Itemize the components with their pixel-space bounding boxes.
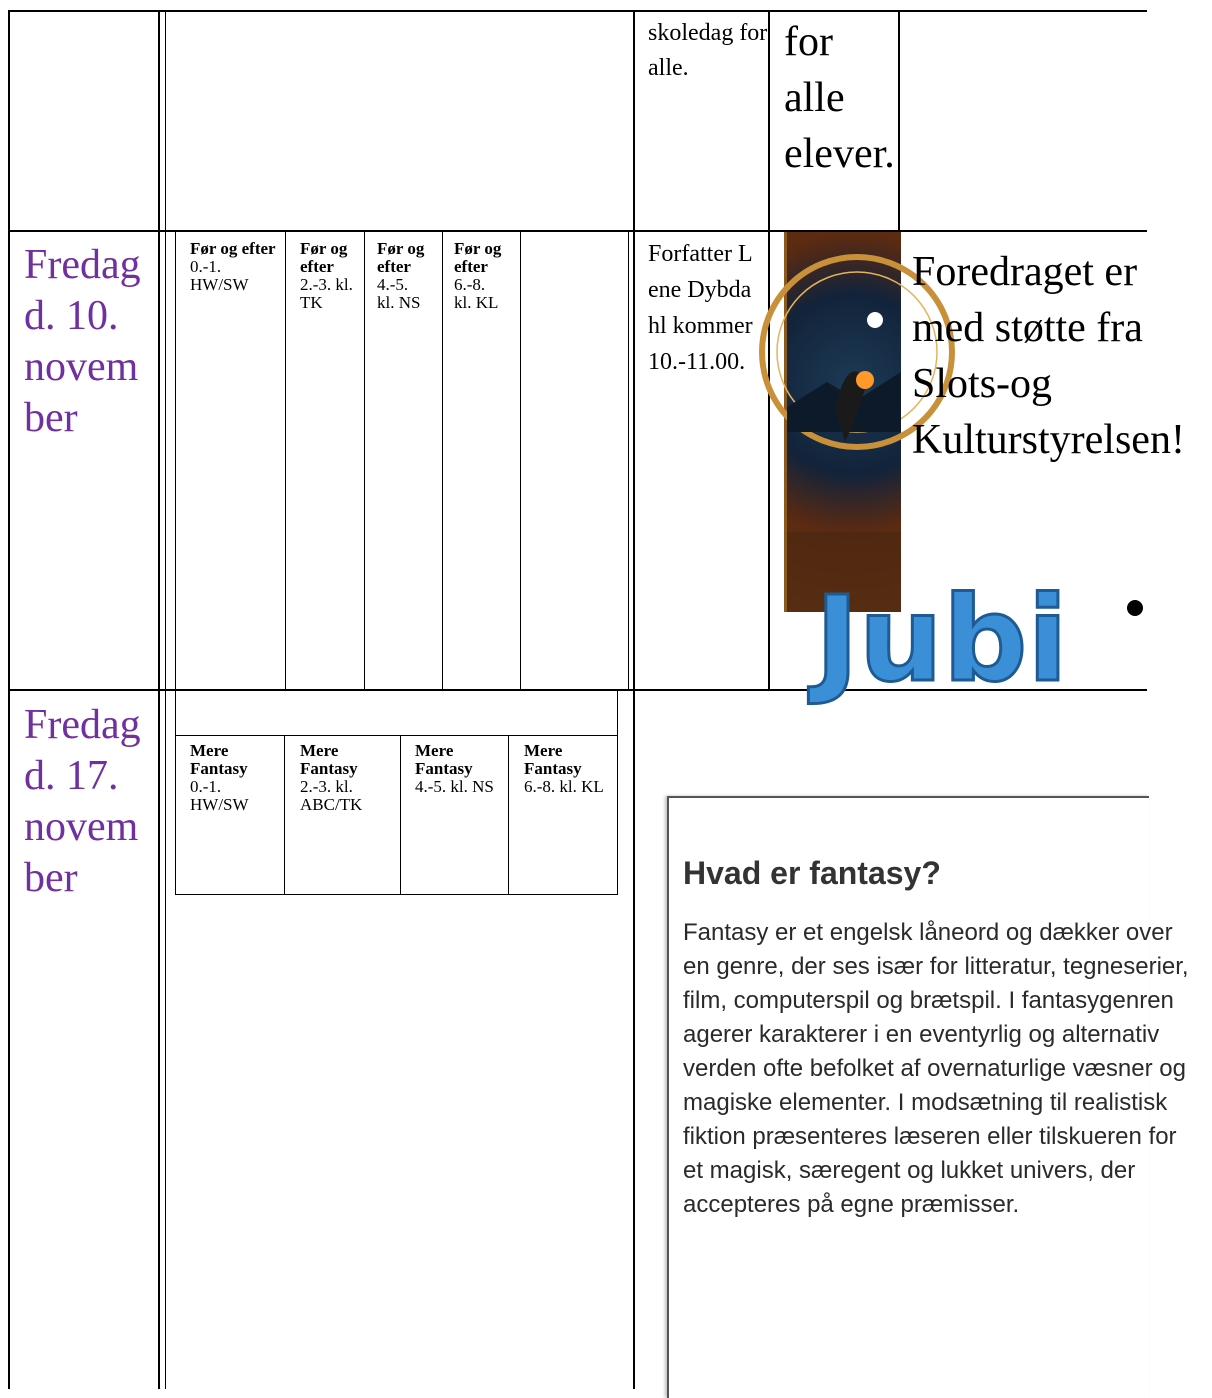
row2-subtable-edge-left [175,690,176,736]
row1-note: Forfatter Lene Dybdahl kommer 10.-11.00. [648,241,753,375]
row2-subtable-edge-right [617,690,618,736]
top-big-note: for alle elever. [784,19,895,177]
row2-cell-2: Mere Fantasy 2.-3. kl. ABC/TK [300,741,363,814]
col-divider-5 [898,10,900,230]
col-divider-2 [165,10,166,1389]
book-cover-image [784,232,901,612]
fantasy-heading: Hvad er fantasy? [683,855,941,891]
logo-text: Jubi [815,570,1068,708]
row2-cell-4: Mere Fantasy 6.-8. kl. KL [524,741,604,796]
row2-date: Fredag d. 17. november [24,702,141,901]
col-divider-3 [633,10,635,1389]
row1-cell-4: Før og efter 6.-8. kl. KL [454,239,502,312]
fantasy-body: Fantasy er et engelsk låneord og dækker over en genre, der ses især for litteratur, tegneserier, film, computerspil og brætspil. I fantasygenren agerer karakterer i en eventyrlig og alternativ verden ofte befolket af overnaturlige væsner og magiske elementer. I modsætning til realistisk fiktion præsenteres læseren eller tilskueren for et magisk, særegent og lukket univers, der accepteres på egne præmisser. [683,919,1189,1218]
row2-cell-1: Mere Fantasy 0.-1. HW/SW [190,741,249,814]
foredrag-text: Foredraget er med støtte fra Slots-og Kulturstyrelsen! [912,249,1185,463]
left-border [8,10,10,1389]
jubi-logo [770,570,1147,708]
top-note: skoledag for alle. [648,20,768,81]
row1-cell-3: Før og efter 4.-5. kl. NS [377,239,425,312]
top-border [8,10,1147,12]
row2-cell-3: Mere Fantasy 4.-5. kl. NS [415,741,494,796]
row1-cell-2: Før og efter 2.-3. kl. TK [300,239,353,312]
row1-date: Fredag d. 10. november [24,242,141,441]
col-divider-1 [158,10,160,1389]
book-cover-art [787,232,901,612]
col-divider-4 [768,10,770,690]
row1-cell-1: Før og efter 0.-1. HW/SW [190,239,276,294]
